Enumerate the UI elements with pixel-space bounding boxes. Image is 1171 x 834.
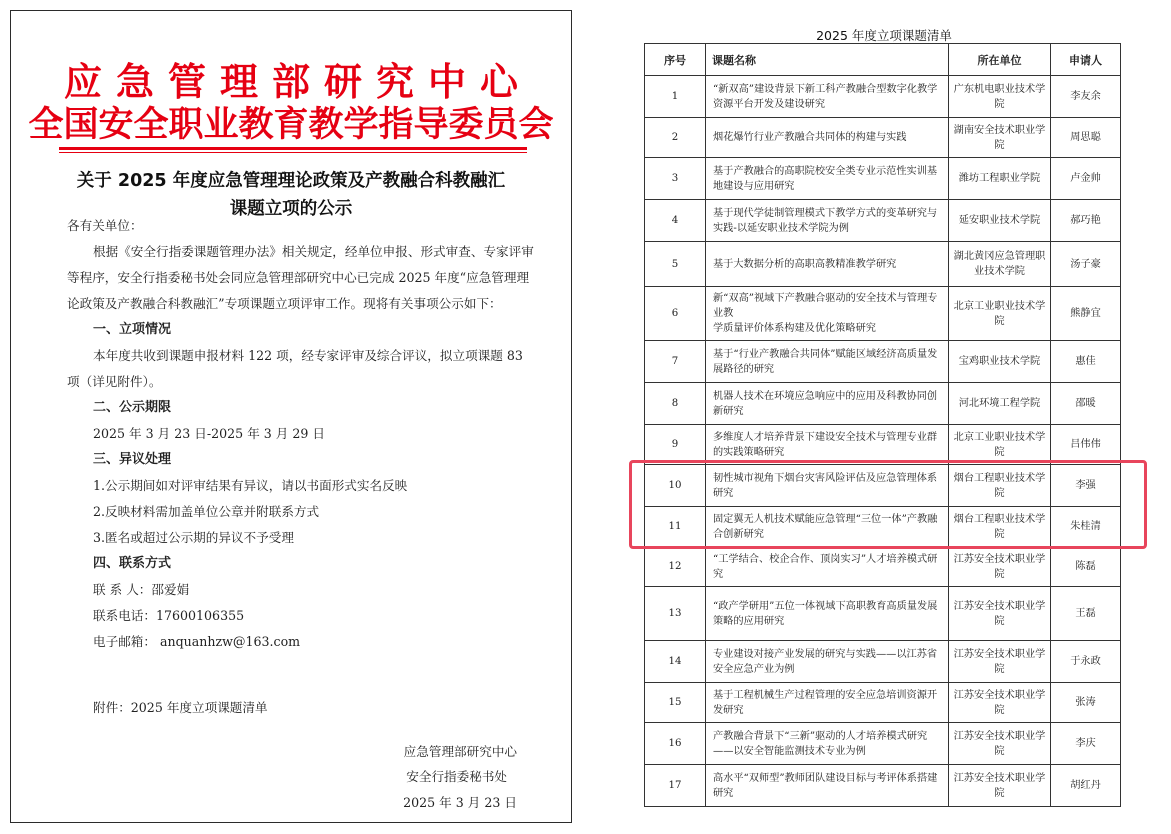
topic-unit: 北京工业职业技术学院 <box>949 425 1051 465</box>
topic-unit: 江苏安全技术职业学院 <box>949 683 1051 723</box>
topic-unit: 河北环境工程学院 <box>949 383 1051 425</box>
topic-no: 1 <box>645 76 706 118</box>
topic-applicant: 惠佳 <box>1051 341 1121 383</box>
table-row <box>645 683 1121 723</box>
topic-unit: 潍坊工程职业学院 <box>949 158 1051 200</box>
objection-item: 1.公示期间如对评审结果有异议，请以书面形式实名反映 <box>93 478 408 493</box>
topic-no: 11 <box>645 507 706 547</box>
topic-applicant: 朱桂清 <box>1051 507 1121 547</box>
topic-no: 17 <box>645 765 706 807</box>
section-2-title: 二、公示期限 <box>93 400 172 415</box>
table-row <box>645 587 1121 641</box>
topic-no: 12 <box>645 547 706 587</box>
topic-name: “政产学研用”五位一体视域下高职教育高质量发展 策略的应用研究 <box>706 587 949 641</box>
topic-name: 韧性城市视角下烟台灾害风险评估及应急管理体系研究 <box>706 465 949 507</box>
table-row <box>645 507 1121 547</box>
topic-applicant: 周思聪 <box>1051 118 1121 158</box>
section-3-title: 三、异议处理 <box>93 452 172 467</box>
notice-page <box>10 10 572 823</box>
red-divider <box>59 147 527 150</box>
topic-unit: 江苏安全技术职业学院 <box>949 723 1051 765</box>
header-no: 序号 <box>645 44 706 76</box>
topic-no: 9 <box>645 425 706 465</box>
topic-list-title: 2025 年度立项课题清单 <box>816 28 952 43</box>
topic-applicant: 汤子豪 <box>1051 242 1121 287</box>
header-topic-name: 课题名称 <box>706 44 949 76</box>
topic-unit: 宝鸡职业技术学院 <box>949 341 1051 383</box>
table-row <box>645 383 1121 425</box>
attachment-note: 附件：2025 年度立项课题清单 <box>93 700 268 715</box>
topic-unit: 延安职业技术学院 <box>949 200 1051 242</box>
table-row <box>645 158 1121 200</box>
topic-name: 产教融合背景下“三新”驱动的人才培养模式研究——以安全智能监测技术专业为例 <box>706 723 949 765</box>
topic-no: 15 <box>645 683 706 723</box>
table-row <box>645 765 1121 807</box>
org-name-line2: 全国安全职业教育教学指导委员会 <box>28 104 554 145</box>
topic-no: 13 <box>645 587 706 641</box>
contact-email: 电子邮箱： anquanhzw@163.com <box>93 634 301 649</box>
section-1-text: 本年度共收到课题申报材料 122 项，经专家评审及综合评议，拟立项课题 83 项（详见附件）。 <box>67 348 523 389</box>
topic-applicant: 张涛 <box>1051 683 1121 723</box>
table-row <box>645 287 1121 341</box>
topic-no: 4 <box>645 200 706 242</box>
header-applicant: 申请人 <box>1051 44 1121 76</box>
intro-paragraph: 根据《安全行指委课题管理办法》相关规定，经单位申报、形式审查、专家评审等程序，安全行指委秘书处会同应急管理部研究中心已完成 2025 年度“应急管理理论政策及产教融合科教融汇”专项课题立项评审工作。现将有关事项公示如下： <box>67 244 534 311</box>
topic-applicant: 陈磊 <box>1051 547 1121 587</box>
topic-name: 多维度人才培养背景下建设安全技术与管理专业群的实践策略研究 <box>706 425 949 465</box>
contact-phone: 联系电话：17600106355 <box>93 608 245 623</box>
red-divider-thin <box>59 152 527 153</box>
topic-applicant: 胡红丹 <box>1051 765 1121 807</box>
topic-unit: 湖北黄冈应急管理职业技术学院 <box>949 242 1051 287</box>
signature-org-1: 应急管理部研究中心 <box>403 744 517 759</box>
topic-name: 新“双高”视域下产教融合驱动的安全技术与管理专业教 学质量评价体系构建及优化策略研究 <box>706 287 949 341</box>
topic-name: 机器人技术在环境应急响应中的应用及科教协同创新研究 <box>706 383 949 425</box>
topic-unit: 广东机电职业技术学院 <box>949 76 1051 118</box>
topic-name: “工学结合、校企合作、顶岗实习”人才培养模式研究 <box>706 547 949 587</box>
table-row <box>645 547 1121 587</box>
topic-no: 7 <box>645 341 706 383</box>
topic-applicant: 李强 <box>1051 465 1121 507</box>
topic-name: 基于工程机械生产过程管理的安全应急培训资源开发研究 <box>706 683 949 723</box>
topic-applicant: 李庆 <box>1051 723 1121 765</box>
section-1-title: 一、立项情况 <box>93 322 172 337</box>
table-row <box>645 723 1121 765</box>
topic-applicant: 吕伟伟 <box>1051 425 1121 465</box>
topic-name: “新双高”建设背景下新工科产教融合型数字化教学资源平台开发及建设研究 <box>706 76 949 118</box>
table-header-row <box>645 44 1121 76</box>
table-row <box>645 76 1121 118</box>
notice-body <box>67 213 535 655</box>
topic-name: 烟花爆竹行业产教融合共同体的构建与实践 <box>706 118 949 158</box>
topic-unit: 烟台工程职业技术学院 <box>949 507 1051 547</box>
topic-applicant: 熊静宜 <box>1051 287 1121 341</box>
table-row <box>645 341 1121 383</box>
topic-name: 基于“行业产教融合共同体”赋能区域经济高质量发展路径的研究 <box>706 341 949 383</box>
topic-name: 基于产教融合的高职院校安全类专业示范性实训基地建设与应用研究 <box>706 158 949 200</box>
table-row <box>645 465 1121 507</box>
topic-applicant: 王磊 <box>1051 587 1121 641</box>
signature-org-2: 安全行指委秘书处 <box>406 769 507 784</box>
topic-name: 专业建设对接产业发展的研究与实践——以江苏省安全应急产业为例 <box>706 641 949 683</box>
topic-name: 基于大数据分析的高职高教精准教学研究 <box>706 242 949 287</box>
org-name-line1: 应急管理部研究中心 <box>63 59 532 104</box>
topic-name: 基于现代学徒制管理模式下教学方式的变革研究与实践-以延安职业技术学院为例 <box>706 200 949 242</box>
notice-title-line1: 关于 2025 年度应急管理理论政策及产教融合科教融汇 <box>76 171 506 191</box>
table-row <box>645 641 1121 683</box>
signature-date: 2025 年 3 月 23 日 <box>403 795 517 810</box>
topic-unit: 烟台工程职业技术学院 <box>949 465 1051 507</box>
topic-name: 固定翼无人机技术赋能应急管理“三位一体”产教融合创新研究 <box>706 507 949 547</box>
topic-list-page <box>614 10 1166 823</box>
topic-applicant: 李友余 <box>1051 76 1121 118</box>
topic-no: 10 <box>645 465 706 507</box>
table-row <box>645 425 1121 465</box>
topic-unit: 江苏安全技术职业学院 <box>949 547 1051 587</box>
header-unit: 所在单位 <box>949 44 1051 76</box>
section-2-text: 2025 年 3 月 23 日-2025 年 3 月 29 日 <box>93 426 326 441</box>
topic-no: 16 <box>645 723 706 765</box>
topic-applicant: 卢金帅 <box>1051 158 1121 200</box>
topic-no: 5 <box>645 242 706 287</box>
topic-no: 3 <box>645 158 706 200</box>
topic-unit: 北京工业职业技术学院 <box>949 287 1051 341</box>
topic-unit: 江苏安全技术职业学院 <box>949 587 1051 641</box>
topic-unit: 江苏安全技术职业学院 <box>949 641 1051 683</box>
topic-applicant: 郝巧艳 <box>1051 200 1121 242</box>
topic-name: 高水平“双师型”教师团队建设目标与考评体系搭建研究 <box>706 765 949 807</box>
table-row <box>645 200 1121 242</box>
topic-applicant: 邵暖 <box>1051 383 1121 425</box>
topic-no: 8 <box>645 383 706 425</box>
topic-no: 2 <box>645 118 706 158</box>
notice-title-line2: 课题立项的公示 <box>229 199 353 219</box>
topic-table <box>644 43 1121 807</box>
table-row <box>645 118 1121 158</box>
topic-unit: 湖南安全技术职业学院 <box>949 118 1051 158</box>
topic-no: 6 <box>645 287 706 341</box>
topic-applicant: 于永政 <box>1051 641 1121 683</box>
objection-item: 2.反映材料需加盖单位公章并附联系方式 <box>93 504 320 519</box>
contact-person: 联 系 人：邵爱娟 <box>93 582 190 597</box>
table-row <box>645 242 1121 287</box>
objection-item: 3.匿名或超过公示期的异议不予受理 <box>93 530 294 545</box>
topic-no: 14 <box>645 641 706 683</box>
topic-table-body <box>645 76 1121 807</box>
section-4-title: 四、联系方式 <box>93 556 172 571</box>
salutation: 各有关单位： <box>67 218 143 233</box>
topic-unit: 江苏安全技术职业学院 <box>949 765 1051 807</box>
